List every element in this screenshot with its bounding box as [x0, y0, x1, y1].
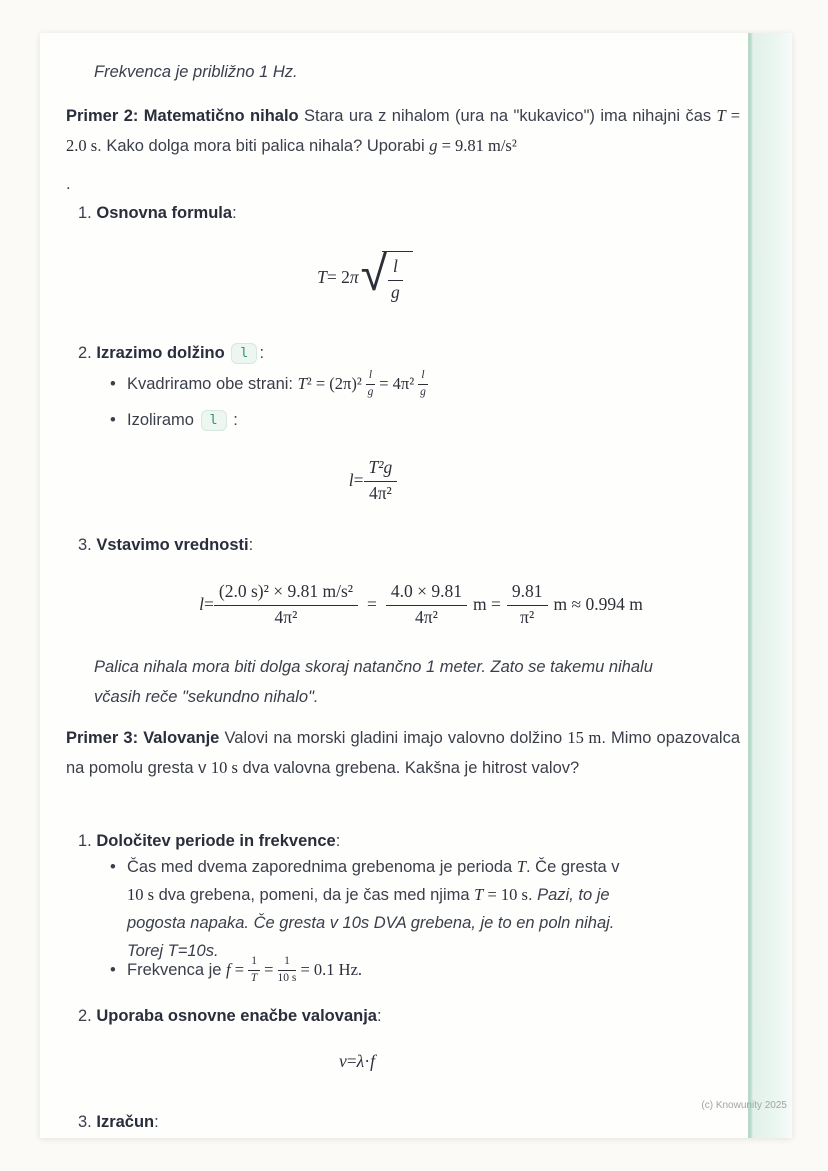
- bullet-text-3: dva grebena, pomeni, da je čas med njima: [154, 886, 475, 904]
- fraction-denominator: 4π²: [274, 606, 298, 627]
- display-formula-calculation: [66, 581, 740, 629]
- small-frac-den: T: [250, 972, 258, 985]
- bullet-period-explanation: [127, 853, 632, 965]
- fraction-numerator: (2.0 s)² × 9.81 m/s²: [214, 581, 358, 606]
- fraction-T2g-over-4pi2: [364, 457, 398, 505]
- bullet-warning-italic: Pazi, to je pogosta napaka. Če gresta v 10s DVA grebena, je to en poln nihaj. Torej T=10s.: [127, 886, 615, 960]
- note-pendulum: [94, 652, 654, 712]
- note-frequency-text: Frekvenca je približno 1 Hz.: [94, 63, 298, 81]
- fraction-denominator: g: [391, 281, 400, 302]
- bullet-frequency: [127, 955, 687, 986]
- primer2-title: Primer 2: Matematično nihalo: [66, 107, 299, 125]
- primer3-text-3: dva valovna grebena. Kakšna je hitrost valov?: [237, 759, 580, 777]
- inline-code-chip-l: l: [231, 343, 257, 364]
- small-fraction-l-g: [418, 369, 427, 400]
- formula-v-eq: =: [346, 1051, 357, 1071]
- formula-T-pi: π: [349, 266, 359, 287]
- fraction-numerator: l: [388, 256, 403, 281]
- bullet-text-2: . Če gresta v: [526, 858, 620, 876]
- math-var-T: T: [474, 885, 484, 904]
- step-colon: :: [376, 1007, 382, 1025]
- fraction-numerator: 9.81: [507, 581, 548, 606]
- formula-f-var: f: [370, 1051, 375, 1071]
- step-heading-uporaba-enacbe: [78, 1001, 738, 1031]
- math-var-T: T: [297, 374, 307, 393]
- bullet-square-both-sides: [127, 369, 727, 400]
- calc-eq-1: =: [204, 594, 214, 615]
- small-fraction-l-g: [366, 369, 375, 400]
- math-value-10s: 10 s: [127, 885, 155, 904]
- step-number: 3.: [78, 1113, 92, 1131]
- step-heading-osnovna-formula: [78, 198, 738, 228]
- step-number: 2.: [78, 1007, 92, 1025]
- note-pendulum-text: Palica nihala mora biti dolga skoraj natančno 1 meter. Zato se takemu nihalu včasih reče "sekundno nihalo".: [94, 658, 653, 706]
- step-colon: :: [232, 204, 237, 222]
- small-fraction-1-10s: [278, 955, 297, 986]
- step-colon: :: [154, 1113, 159, 1131]
- small-frac-num: l: [418, 369, 427, 385]
- step-colon: :: [259, 344, 265, 362]
- small-frac-den: 10 s: [277, 972, 297, 985]
- math-eq-2: =: [259, 960, 278, 979]
- step-heading-dolocitev-periode: [78, 826, 738, 856]
- fraction-denominator: π²: [520, 606, 535, 627]
- step-colon: :: [335, 832, 341, 850]
- document-page: [40, 33, 792, 1138]
- math-expr-1: ² = (2π)²: [306, 374, 366, 393]
- bullet-colon: :: [228, 411, 238, 429]
- primer2-paragraph: [66, 101, 740, 161]
- fraction-numerator: 4.0 × 9.81: [386, 581, 467, 606]
- calc-result: m ≈ 0.994 m: [553, 594, 643, 615]
- note-frequency: [94, 57, 712, 87]
- math-value-time: 10 s: [210, 758, 238, 777]
- step-label: Določitev periode in frekvence: [96, 832, 336, 850]
- step-heading-vstavimo-vrednosti: [78, 530, 738, 560]
- small-frac-num: l: [366, 369, 375, 385]
- bullet-text: Frekvenca je: [127, 961, 227, 979]
- primer2-text-2: . Kako dolga mora biti palica nihala? Uporabi: [97, 137, 430, 155]
- bullet-text: Kvadriramo obe strani:: [127, 375, 298, 393]
- formula-T-var: T: [317, 266, 327, 287]
- fraction-values-2: [386, 581, 467, 629]
- fraction-denominator: 4π²: [368, 482, 392, 503]
- step-label: Izračun: [96, 1113, 155, 1131]
- watermark: [701, 1100, 787, 1111]
- primer2-trailing-dot: [66, 169, 740, 199]
- step-label: Vstavimo vrednosti: [96, 536, 249, 554]
- bullet-isolate: [127, 405, 727, 435]
- step-heading-izrazimo-dolzino: [78, 338, 738, 368]
- math-value-g: = 9.81 m/s²: [437, 136, 517, 155]
- math-eq-1: =: [230, 960, 249, 979]
- formula-length-row: [349, 457, 397, 505]
- primer2-text-1: Stara ura z nihalom (ura na "kukavico") ima nihajni čas: [298, 107, 717, 125]
- formula-lambda: λ: [356, 1051, 365, 1071]
- math-result: = 0.1 Hz.: [296, 960, 363, 979]
- inline-code-chip-l: l: [201, 410, 227, 431]
- step-colon: :: [248, 536, 254, 554]
- bullet-text-4: .: [527, 886, 538, 904]
- math-value-wavelength: 15 m: [567, 728, 602, 747]
- display-formula-wave: [66, 1051, 740, 1072]
- math-expr-2: = 4π²: [375, 374, 419, 393]
- trailing-dot-text: .: [66, 175, 71, 193]
- math-var-g: g: [429, 136, 438, 155]
- math-var-f: f: [226, 960, 231, 979]
- step-heading-izracun: [78, 1107, 738, 1137]
- fraction-values-3: [507, 581, 548, 629]
- formula-l-var: l: [348, 470, 354, 491]
- formula-l-eq: =: [353, 470, 364, 491]
- step-number: 1.: [78, 204, 92, 222]
- fraction-l-over-g: [388, 256, 403, 304]
- bullet-text: Izoliramo: [127, 411, 199, 429]
- primer3-text-1: Valovi na morski gladini imajo valovno dolžino: [219, 729, 568, 747]
- formula-period-row: [317, 246, 413, 304]
- display-formula-period: [66, 246, 740, 304]
- small-frac-num: 1: [248, 955, 260, 971]
- step-number: 1.: [78, 832, 92, 850]
- formula-T-eq: = 2: [326, 266, 350, 287]
- radicand: [382, 251, 413, 304]
- primer3-paragraph: [66, 723, 740, 783]
- step-label: Izrazimo dolžino: [96, 344, 225, 362]
- accent-stripe: [748, 33, 792, 1138]
- calc-mid: m =: [473, 594, 501, 615]
- small-fraction-1-T: [248, 955, 260, 986]
- radical-group: [360, 246, 413, 304]
- step-label: Uporaba osnovne enačbe valovanja: [96, 1007, 377, 1025]
- fraction-numerator: T²g: [364, 457, 398, 482]
- math-var-T: T: [716, 106, 726, 125]
- calc-l-var: l: [199, 594, 205, 615]
- fraction-values-1: [214, 581, 358, 629]
- calc-eq-2: =: [367, 594, 377, 615]
- watermark-text: (c) Knowunity 2025: [701, 1100, 787, 1111]
- formula-v-var: v: [339, 1051, 347, 1071]
- math-var-T: T: [516, 857, 526, 876]
- primer3-title: Primer 3: Valovanje: [66, 729, 220, 747]
- display-formula-length: [66, 457, 740, 505]
- small-frac-num: 1: [278, 955, 297, 971]
- radical-sign: √: [360, 246, 387, 302]
- step-number: 2.: [78, 344, 92, 362]
- formula-calc-row: [199, 581, 643, 629]
- step-number: 3.: [78, 536, 92, 554]
- formula-dot-op: ·: [364, 1051, 371, 1071]
- step-label: Osnovna formula: [96, 204, 233, 222]
- formula-wave-row: [339, 1051, 375, 1072]
- small-frac-den: g: [367, 386, 374, 399]
- math-value-period: = 2.0 s: [66, 106, 740, 155]
- primer3-text-2: . Mimo opazovalca na pomolu gresta v: [66, 729, 740, 777]
- math-value-T10s: = 10 s: [483, 885, 528, 904]
- bullet-text-1: Čas med dvema zaporednima grebenoma je perioda: [127, 858, 517, 876]
- fraction-denominator: 4π²: [415, 606, 438, 627]
- small-frac-den: g: [420, 386, 426, 399]
